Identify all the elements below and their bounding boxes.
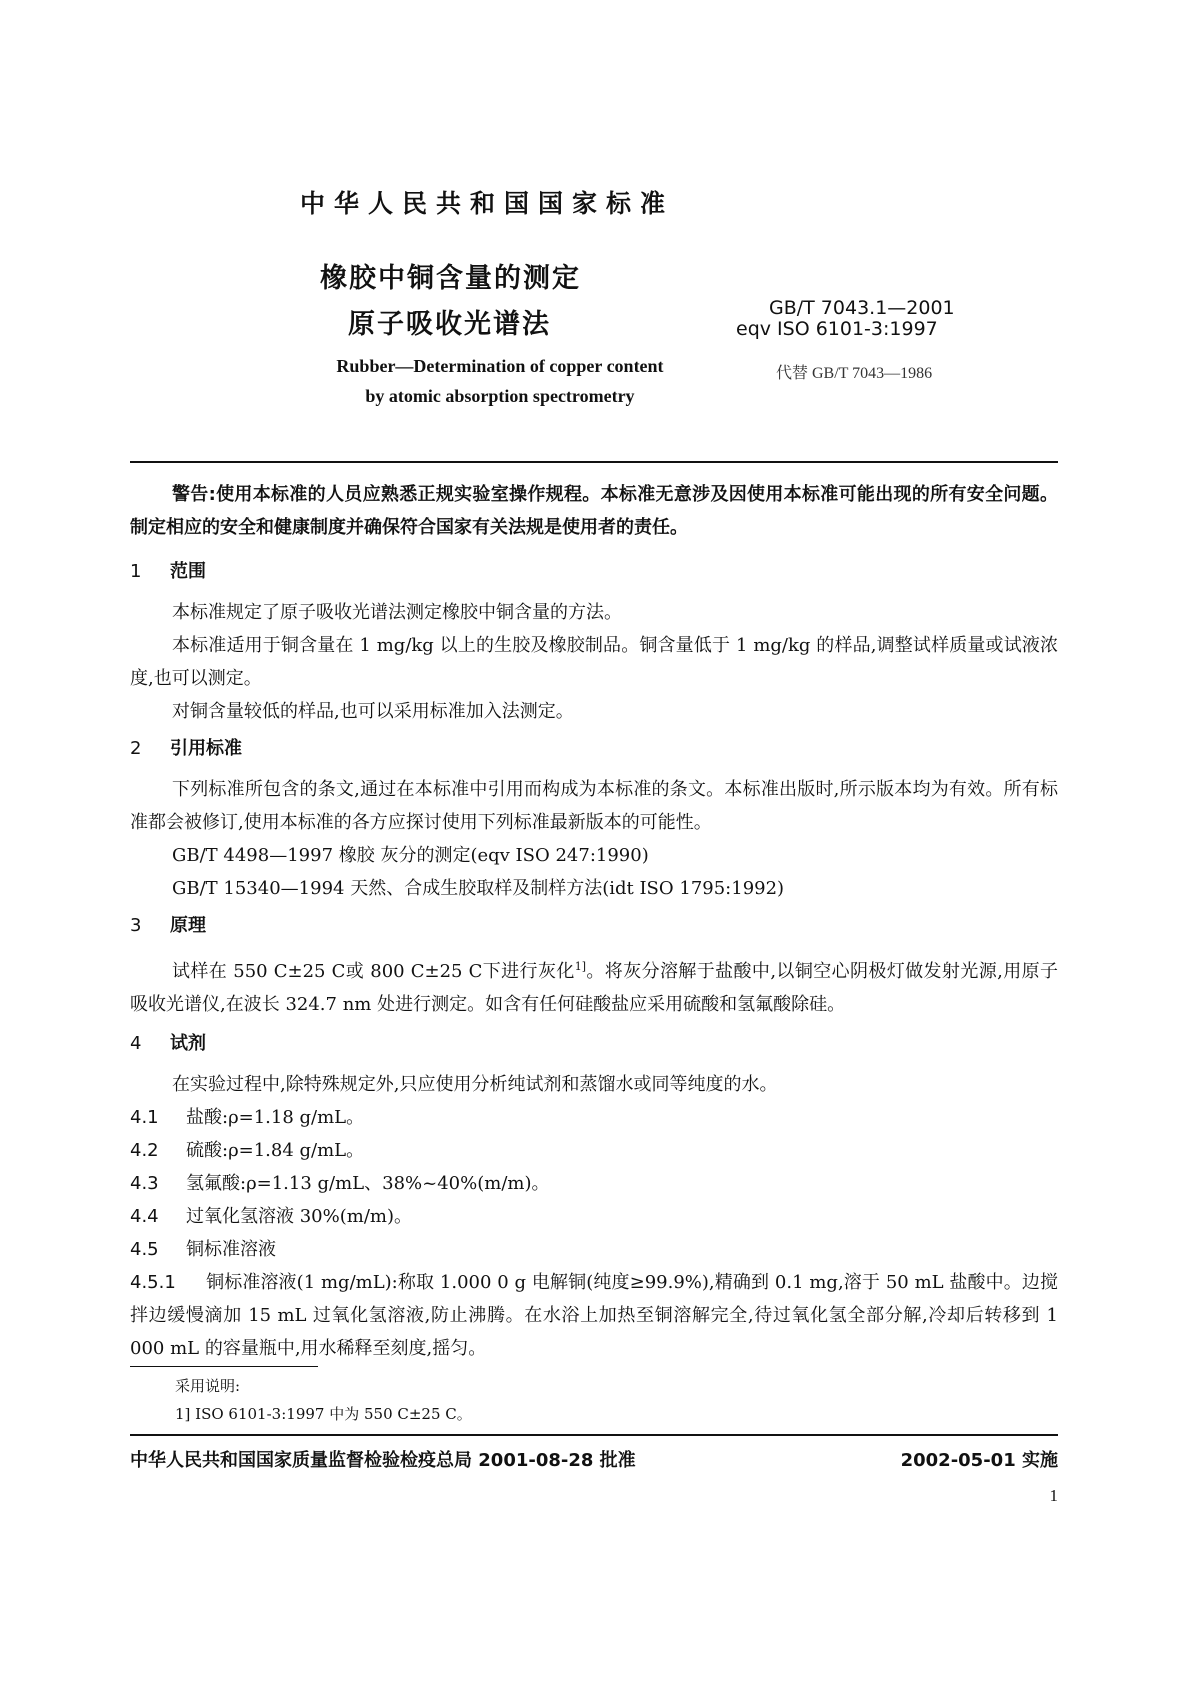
item-text: 盐酸:ρ=1.18 g/mL。: [186, 1107, 365, 1128]
section-4-paragraph-1: 在实验过程中,除特殊规定外,只应使用分析纯试剂和蒸馏水或同等纯度的水。: [172, 1074, 778, 1095]
approval-text: 中华人民共和国国家质量监督检验检疫总局 2001-08-28 批准: [130, 1450, 636, 1471]
implementation-date: 2002-05-01 实施: [900, 1450, 1058, 1471]
reference-2: GB/T 15340—1994 天然、合成生胶取样及制样方法(idt ISO 1795:1992): [172, 878, 785, 899]
section-1-heading: [130, 557, 206, 583]
footnote-ref: 1]: [574, 960, 587, 973]
section-number: 1: [130, 561, 142, 582]
safety-warning: 警告:使用本标准的人员应熟悉正规实验室操作规程。本标准无意涉及因使用本标准可能出现的所有安全问题。制定相应的安全和健康制度并确保符合国家有关法规是使用者的责任。: [130, 484, 1058, 538]
section-title: 试剂: [170, 1033, 206, 1054]
section-2-heading: [130, 734, 242, 760]
principle-text-part2: 。将灰分溶解于盐酸中,以铜空心阴极灯做发射光源,用原子吸收光谱仪,在波长 324.7 nm 处进行测定。如含有任何硅酸盐应采用硫酸和氢氟酸除硅。: [130, 961, 1058, 1015]
section-title: 引用标准: [170, 738, 242, 759]
replaces-standard: 代替 GB/T 7043—1986: [776, 365, 933, 382]
item-text: 硫酸:ρ=1.84 g/mL。: [186, 1140, 365, 1161]
section-1-paragraph-1: 本标准规定了原子吸收光谱法测定橡胶中铜含量的方法。: [172, 602, 622, 623]
section-3-paragraph-1: [130, 950, 1058, 1021]
section-title: 范围: [170, 561, 206, 582]
section-title: 原理: [170, 915, 206, 936]
header-divider: [130, 461, 1058, 463]
page-number: 1: [1049, 1486, 1058, 1505]
footnote-divider: [130, 1366, 318, 1367]
footnote-text: 1] ISO 6101-3:1997 中为 550 C±25 C。: [175, 1405, 472, 1423]
reagent-item: [130, 1101, 1058, 1134]
section-2-paragraph-1: 下列标准所包含的条文,通过在本标准中引用而构成为本标准的条文。本标准出版时,所示版本均为有效。所有标准都会被修订,使用本标准的各方应探讨使用下列标准最新版本的可能性。: [130, 779, 1058, 833]
reagent-item: [130, 1134, 1058, 1167]
title-english-line2: by atomic absorption spectrometry: [365, 386, 635, 406]
item-text: 氢氟酸:ρ=1.13 g/mL、38%~40%(m/m)。: [186, 1173, 550, 1194]
reagent-item: [130, 1233, 1058, 1266]
footnote-label: 采用说明:: [175, 1377, 241, 1395]
reference-1: GB/T 4498—1997 橡胶 灰分的测定(eqv ISO 247:1990): [172, 845, 649, 866]
title-chinese-line1: 橡胶中铜含量的测定: [320, 263, 581, 294]
item-number: 4.5.1: [130, 1272, 176, 1293]
title-english-line1: Rubber—Determination of copper content: [336, 356, 664, 376]
item-number: 4.2: [130, 1140, 159, 1161]
item-number: 4.5: [130, 1239, 159, 1260]
section-1-paragraph-2: 本标准适用于铜含量在 1 mg/kg 以上的生胶及橡胶制品。铜含量低于 1 mg/kg 的样品,调整试样质量或试液浓度,也可以测定。: [130, 635, 1058, 689]
equivalent-standard: eqv ISO 6101-3:1997: [736, 318, 938, 340]
section-number: 2: [130, 738, 142, 759]
item-text: 铜标准溶液(1 mg/mL):称取 1.000 0 g 电解铜(纯度≥99.9%),精确到 0.1 mg,溶于 50 mL 盐酸中。边搅拌边缓慢滴加 15 mL 过氧化氢溶液,防止沸腾。在水浴上加热至铜溶解完全,待过氧化氢全部分解,冷却后转移到 1 000 mL 的容量瓶中,用水稀释至刻度,摇匀。: [130, 1272, 1058, 1359]
reagent-item: [130, 1167, 1058, 1200]
section-number: 4: [130, 1033, 142, 1054]
section-number: 3: [130, 915, 142, 936]
standard-code: GB/T 7043.1—2001: [769, 297, 955, 319]
item-number: 4.4: [130, 1206, 159, 1227]
item-text: 过氧化氢溶液 30%(m/m)。: [186, 1206, 412, 1227]
footer-divider: [130, 1434, 1058, 1436]
reagent-item-4-5-1: [130, 1266, 1058, 1365]
section-3-heading: [130, 911, 206, 937]
title-chinese-line2: 原子吸收光谱法: [348, 309, 551, 340]
principle-text-part1: 试样在 550 C±25 C或 800 C±25 C下进行灰化: [172, 961, 575, 982]
section-4-heading: [130, 1029, 206, 1055]
item-number: 4.3: [130, 1173, 159, 1194]
section-1-paragraph-3: 对铜含量较低的样品,也可以采用标准加入法测定。: [172, 701, 574, 722]
item-text: 铜标准溶液: [186, 1239, 276, 1260]
item-number: 4.1: [130, 1107, 159, 1128]
national-standard-heading: 中华人民共和国国家标准: [300, 189, 675, 218]
reagent-item: [130, 1200, 1058, 1233]
